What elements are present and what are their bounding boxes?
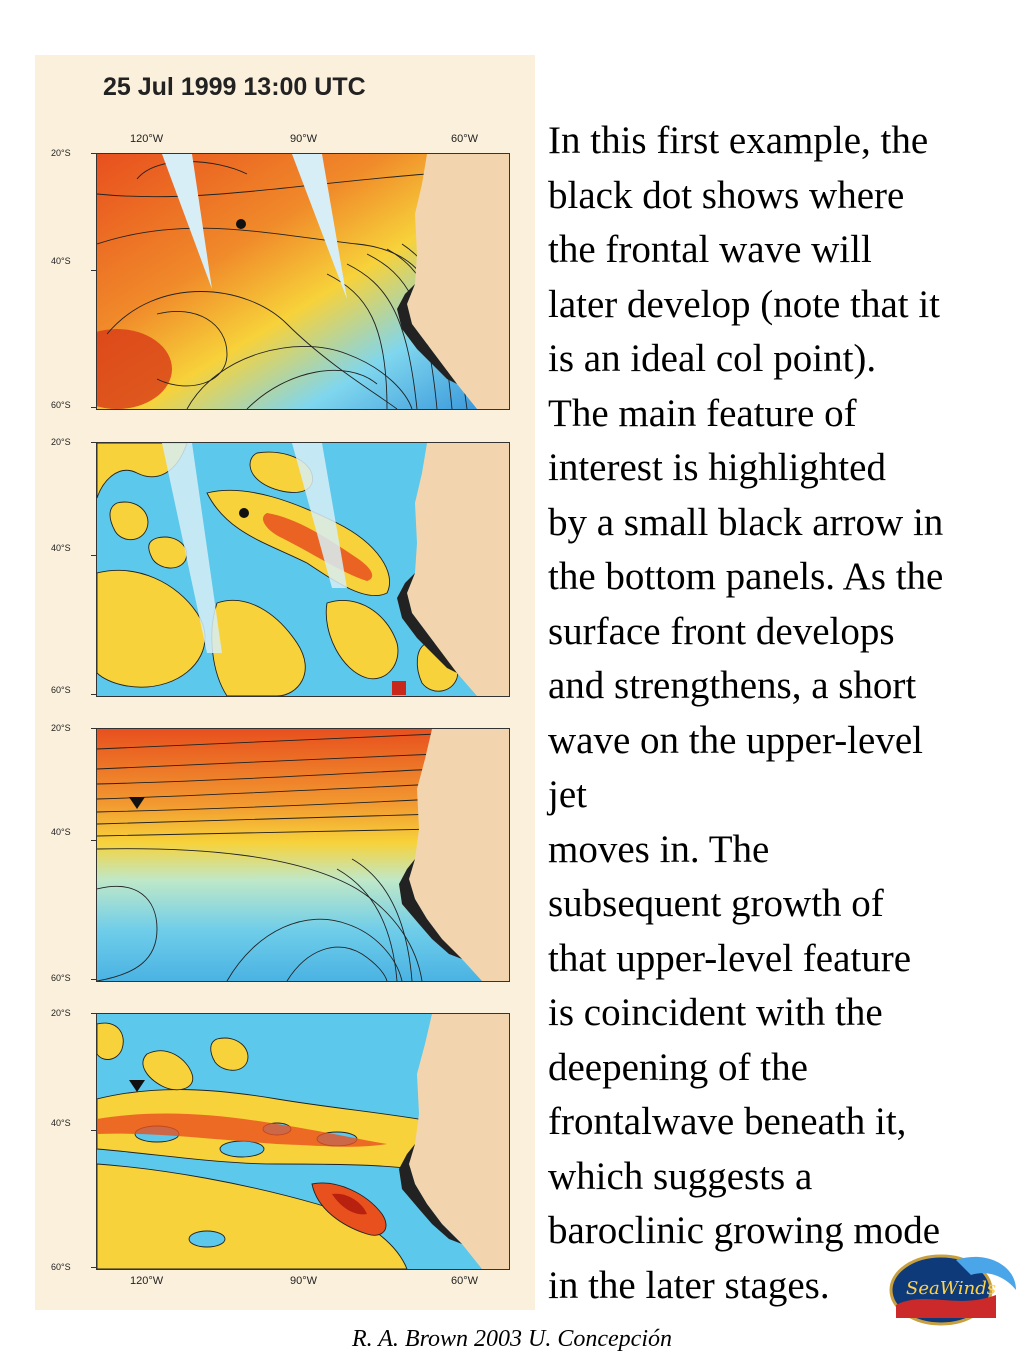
panel-2-lat-mid: 40°S [51,543,71,553]
bottom-lon-label: 120°W [130,1275,164,1287]
caption-line: The main feature of [548,391,857,435]
caption-line: interest is highlighted [548,446,886,489]
panel-4-lat-bottom: 60°S [51,1262,71,1272]
top-lon-label: 120°W [130,133,164,145]
caption-line: the frontal wave will [548,228,872,271]
caption-line: moves in. The [548,827,770,871]
panel-1-lat-bottom: 60°S [51,400,71,410]
credit-line: R. A. Brown 2003 U. Concepción [352,1326,672,1352]
caption-text [548,114,1018,1313]
map-panel-2 [96,442,510,697]
panel-2-lat-bottom: 60°S [51,685,71,695]
caption-line: is an ideal col point). [548,337,877,380]
top-lon-label: 60°W [451,133,479,145]
caption-line: deepening of the [548,1045,808,1089]
caption-line: frontalwave beneath it, [548,1100,907,1143]
panel-3-lat-top: 20°S [51,723,71,733]
caption-line: wave on the upper-level [548,718,923,762]
caption-line: the bottom panels. As the [548,555,944,598]
panel-4-lat-mid: 40°S [51,1118,71,1128]
bottom-lon-label: 90°W [290,1275,318,1287]
caption-line: by a small black arrow in [548,500,944,544]
panel-3-lat-mid: 40°S [51,827,71,837]
figure-title: 25 Jul 1999 13:00 UTC [103,73,366,101]
caption-line: that upper-level feature [548,936,912,980]
caption-line: baroclinic growing mode [548,1209,941,1252]
caption-line: subsequent growth of [548,882,884,925]
figure [35,55,535,1310]
caption-line: is coincident with the [548,991,883,1034]
caption-line: surface front develops [548,609,895,653]
seawinds-logo [886,1250,1020,1326]
panel-3-lat-bottom: 60°S [51,973,71,983]
panel-1-lat-mid: 40°S [51,256,71,266]
caption-line: which suggests a [548,1154,813,1198]
panel-4-lat-top: 20°S [51,1008,71,1018]
logo-text: SeaWinds [906,1278,997,1299]
top-lon-label: 90°W [290,133,318,145]
panel-1-lat-top: 20°S [51,148,71,158]
caption-line: black dot shows where [548,173,905,217]
caption-line: In this first example, the [548,119,929,162]
map-panel-3 [96,728,510,982]
caption-line: and strengthens, a short [548,664,917,707]
caption-line: in the later stages. [548,1263,830,1307]
panel-2-lat-top: 20°S [51,437,71,447]
map-panel-4 [96,1013,510,1270]
caption-line: later develop (note that it [548,282,941,326]
map-panel-1 [96,153,510,410]
bottom-lon-label: 60°W [451,1275,479,1287]
caption-line: jet [548,773,587,816]
